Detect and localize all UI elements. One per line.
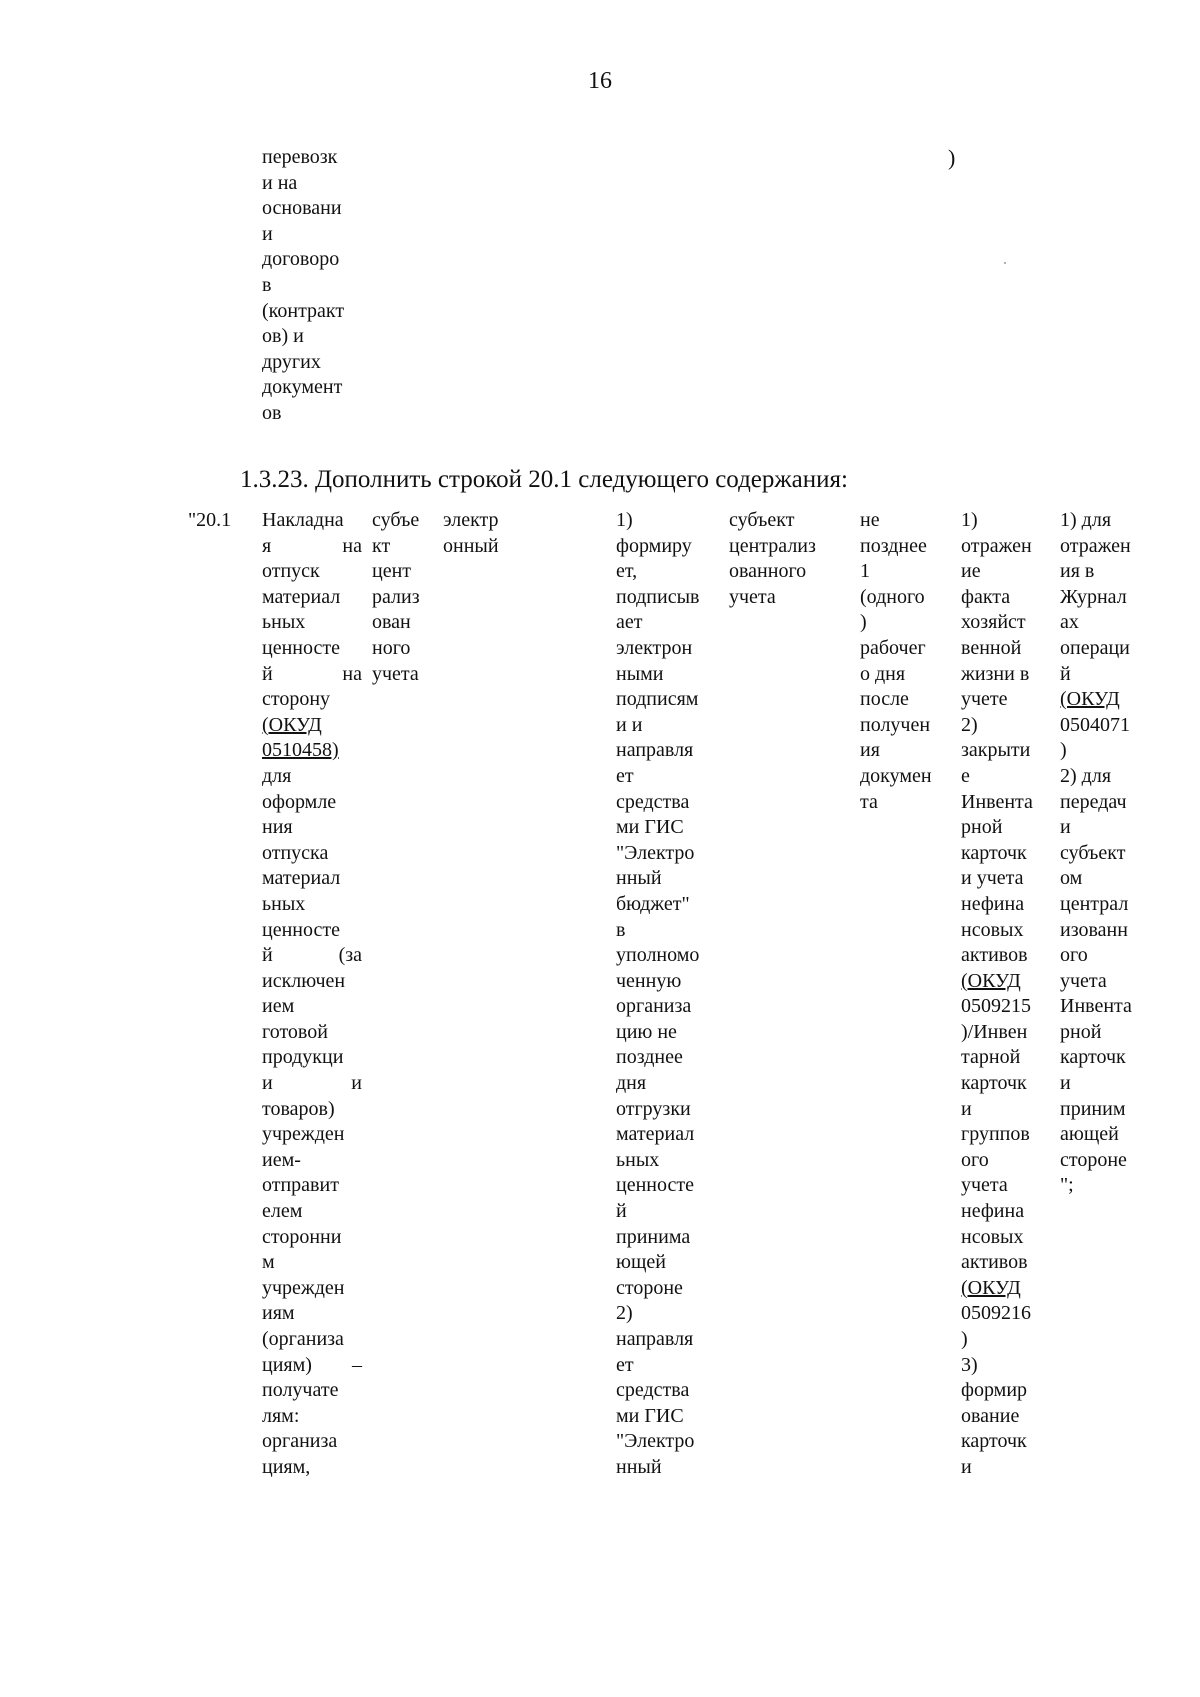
text-line: стороне bbox=[616, 1276, 683, 1299]
text-line: бюджет" bbox=[616, 892, 690, 915]
text-line: продукци bbox=[262, 1046, 344, 1069]
text-line: (контракт bbox=[262, 299, 345, 322]
text-line: материал bbox=[262, 867, 341, 890]
text-line: лям: bbox=[262, 1404, 300, 1427]
text-line: перевозк bbox=[262, 146, 338, 168]
text-line: 0510458) bbox=[262, 739, 339, 762]
text-line bbox=[262, 1071, 362, 1097]
text-line: Накладна bbox=[262, 509, 344, 531]
text-line: (организа bbox=[262, 1328, 344, 1350]
text-line: и и bbox=[616, 713, 643, 736]
text-line: и bbox=[961, 1097, 972, 1120]
text-line: й bbox=[616, 1200, 627, 1223]
text-line: ченную bbox=[616, 969, 682, 992]
text-line: й bbox=[1060, 662, 1071, 685]
text-line: нсовых bbox=[961, 918, 1024, 941]
text-line: отпуска bbox=[262, 841, 329, 864]
text-line: сторонни bbox=[262, 1225, 342, 1248]
text-line: (ОКУД bbox=[262, 713, 322, 736]
text-line: Журнал bbox=[1060, 585, 1127, 608]
text-line: 2) для bbox=[1060, 764, 1112, 787]
text-line: средства bbox=[616, 790, 690, 813]
text-line: ценносте bbox=[262, 918, 340, 941]
text-line: и bbox=[262, 222, 273, 245]
text-line bbox=[262, 534, 362, 560]
text-line: ием- bbox=[262, 1148, 301, 1171]
text-line: после bbox=[860, 688, 909, 711]
text-line: 1) bbox=[616, 509, 633, 531]
text-line: направля bbox=[616, 1328, 694, 1350]
text-line: 1 bbox=[860, 560, 870, 583]
text-line: учета bbox=[372, 662, 419, 685]
text-line: отгрузки bbox=[616, 1097, 691, 1120]
text-line: приним bbox=[1060, 1097, 1126, 1120]
text-line: ния bbox=[262, 816, 293, 839]
text-line: ет bbox=[616, 764, 634, 787]
text-line: материал bbox=[616, 1123, 695, 1146]
text-word: (за bbox=[338, 944, 362, 967]
text-line: учета bbox=[729, 585, 776, 608]
continuation-cell-document bbox=[262, 145, 344, 427]
text-line: "Электро bbox=[616, 1430, 695, 1453]
text-line: договоро bbox=[262, 248, 340, 271]
text-line: дня bbox=[616, 1072, 647, 1095]
text-line: сторону bbox=[262, 688, 331, 711]
text-line: ающей bbox=[1060, 1123, 1119, 1146]
text-line: организа bbox=[616, 995, 692, 1018]
row-number-cell bbox=[188, 508, 231, 534]
text-line: ющей bbox=[616, 1251, 666, 1274]
text-line: венной bbox=[961, 636, 1022, 659]
text-line: 1) для bbox=[1060, 509, 1112, 531]
text-line: и на bbox=[262, 171, 298, 194]
text-line: ценносте bbox=[616, 1174, 694, 1197]
text-line: нефина bbox=[961, 1200, 1025, 1223]
text-line: отражен bbox=[1060, 534, 1131, 557]
text-line: ия в bbox=[1060, 560, 1095, 583]
text-line: (ОКУД bbox=[961, 1276, 1021, 1299]
text-line: отправит bbox=[262, 1174, 339, 1197]
text-line: учрежден bbox=[262, 1276, 345, 1299]
scan-speck bbox=[1004, 262, 1006, 264]
text-line: ование bbox=[961, 1404, 1020, 1427]
row-number: "20.1 bbox=[188, 509, 232, 531]
text-line: группов bbox=[961, 1123, 1030, 1146]
text-line: ного bbox=[372, 636, 411, 659]
text-line: рной bbox=[1060, 1020, 1102, 1043]
text-word: – bbox=[352, 1353, 362, 1376]
text-line: ием bbox=[262, 995, 295, 1018]
text-line: "Электро bbox=[616, 841, 695, 864]
text-line: субъект bbox=[1060, 841, 1126, 864]
text-line: ми ГИС bbox=[616, 1404, 684, 1427]
text-line: Инвента bbox=[1060, 995, 1132, 1018]
text-line: (одного bbox=[860, 585, 925, 608]
text-line: в bbox=[616, 918, 626, 941]
text-line: уполномо bbox=[616, 944, 700, 967]
text-line: исключен bbox=[262, 969, 346, 992]
text-line: м bbox=[262, 1251, 275, 1274]
text-line: готовой bbox=[262, 1020, 328, 1043]
accounting-cell bbox=[961, 508, 1033, 1481]
text-line: ) bbox=[860, 611, 867, 634]
text-word: на bbox=[342, 662, 362, 685]
text-line: позднее bbox=[860, 534, 927, 557]
text-line: учрежден bbox=[262, 1123, 345, 1146]
text-line: подписям bbox=[616, 688, 699, 711]
text-line: и bbox=[961, 1455, 972, 1478]
text-line: цент bbox=[372, 560, 412, 583]
text-word: й bbox=[262, 662, 273, 685]
creator-cell bbox=[372, 508, 420, 687]
text-line: отражен bbox=[961, 534, 1032, 557]
text-line: для bbox=[262, 764, 292, 787]
text-line: формир bbox=[961, 1379, 1028, 1402]
text-line: активов bbox=[961, 944, 1028, 967]
recipient-cell bbox=[729, 508, 816, 610]
text-line: ом bbox=[1060, 867, 1083, 890]
text-line: ов) и bbox=[262, 325, 304, 348]
text-line: учета bbox=[961, 1174, 1008, 1197]
text-line: рализ bbox=[372, 585, 420, 608]
text-line: ми ГИС bbox=[616, 816, 684, 839]
text-word: и bbox=[351, 1072, 362, 1095]
text-word: на bbox=[342, 534, 362, 557]
text-line: хозяйст bbox=[961, 611, 1026, 634]
continuation-cell-paren bbox=[948, 145, 955, 171]
text-line: ) bbox=[948, 145, 956, 170]
text-line: субъект bbox=[729, 509, 795, 531]
text-line: ах bbox=[1060, 611, 1079, 634]
text-line: ован bbox=[372, 611, 411, 634]
text-line: подписыв bbox=[616, 585, 700, 608]
text-line: централ bbox=[1060, 892, 1129, 915]
text-line: учете bbox=[961, 688, 1008, 711]
text-line: 1) bbox=[961, 509, 978, 531]
text-line: ия bbox=[860, 739, 880, 762]
text-line: активов bbox=[961, 1251, 1028, 1274]
text-line: нный bbox=[616, 867, 662, 890]
text-line: тарной bbox=[961, 1046, 1021, 1069]
document-name-cell bbox=[262, 508, 362, 1481]
text-line: карточк bbox=[1060, 1046, 1126, 1069]
text-line: ьных bbox=[616, 1148, 660, 1171]
text-line bbox=[262, 662, 362, 688]
text-line bbox=[262, 1353, 362, 1379]
actions-cell bbox=[616, 508, 699, 1481]
text-line: основани bbox=[262, 197, 342, 220]
text-line: 0504071 bbox=[1060, 713, 1130, 736]
text-line: позднее bbox=[616, 1046, 683, 1069]
text-line: передач bbox=[1060, 790, 1127, 813]
text-line: ьных bbox=[262, 611, 306, 634]
text-line: формиру bbox=[616, 534, 692, 557]
text-line: ает bbox=[616, 611, 643, 634]
text-line: онный bbox=[443, 534, 499, 557]
text-line: ) bbox=[961, 1328, 968, 1350]
text-line: (ОКУД bbox=[1060, 688, 1120, 711]
text-line: е bbox=[961, 764, 970, 787]
text-line: субъе bbox=[372, 509, 420, 531]
text-line: карточк bbox=[961, 841, 1027, 864]
text-line: централиз bbox=[729, 534, 816, 557]
text-line: цию не bbox=[616, 1020, 677, 1043]
text-line: документ bbox=[262, 376, 343, 399]
text-line: получен bbox=[860, 713, 931, 736]
text-line: ценносте bbox=[262, 636, 340, 659]
text-line: циям, bbox=[262, 1455, 311, 1478]
text-line: Инвента bbox=[961, 790, 1033, 813]
text-line: 0509215 bbox=[961, 995, 1031, 1018]
text-line: не bbox=[860, 509, 880, 531]
text-line: операци bbox=[1060, 636, 1130, 659]
text-line: и bbox=[1060, 816, 1071, 839]
text-line: материал bbox=[262, 585, 341, 608]
text-line: принима bbox=[616, 1225, 691, 1248]
text-line: в bbox=[262, 273, 272, 296]
text-line: (ОКУД bbox=[961, 969, 1021, 992]
text-line: 0509216 bbox=[961, 1302, 1031, 1325]
text-line: закрыти bbox=[961, 739, 1031, 762]
text-line: рной bbox=[961, 816, 1003, 839]
text-line: карточк bbox=[961, 1072, 1027, 1095]
text-line: )/Инвен bbox=[961, 1020, 1028, 1043]
text-line: организа bbox=[262, 1430, 338, 1453]
text-line: иям bbox=[262, 1302, 295, 1325]
text-line: электрон bbox=[616, 636, 693, 659]
text-line: отпуск bbox=[262, 560, 320, 583]
purpose-cell bbox=[1060, 508, 1132, 1199]
text-line: ов bbox=[262, 401, 282, 424]
text-line: кт bbox=[372, 534, 391, 557]
text-line: та bbox=[860, 790, 878, 813]
form-cell bbox=[443, 508, 499, 559]
text-line: товаров) bbox=[262, 1097, 335, 1120]
text-line: 3) bbox=[961, 1353, 978, 1376]
text-line: 2) bbox=[961, 713, 978, 736]
text-line: елем bbox=[262, 1200, 303, 1223]
page-number: 16 bbox=[588, 68, 612, 94]
text-word: я bbox=[262, 534, 272, 557]
deadline-cell bbox=[860, 508, 932, 815]
text-line: оформле bbox=[262, 790, 337, 813]
section-heading: 1.3.23. Дополнить строкой 20.1 следующего содержания: bbox=[240, 466, 848, 493]
text-line: ) bbox=[1060, 739, 1067, 762]
text-line: нефина bbox=[961, 892, 1025, 915]
text-line: ьных bbox=[262, 892, 306, 915]
text-line: рабочег bbox=[860, 636, 926, 659]
text-line: ого bbox=[961, 1148, 989, 1171]
text-line: докумен bbox=[860, 764, 932, 787]
text-line: изованн bbox=[1060, 918, 1128, 941]
text-line: учета bbox=[1060, 969, 1107, 992]
text-line: факта bbox=[961, 585, 1011, 608]
text-line bbox=[262, 943, 362, 969]
text-line: других bbox=[262, 350, 321, 373]
text-line: нсовых bbox=[961, 1225, 1024, 1248]
text-line: жизни в bbox=[961, 662, 1030, 685]
text-word: й bbox=[262, 944, 273, 967]
text-line: "; bbox=[1060, 1174, 1074, 1197]
text-line: и учета bbox=[961, 867, 1024, 890]
text-line: ет bbox=[616, 1353, 634, 1376]
text-line: ованного bbox=[729, 560, 807, 583]
text-line: электр bbox=[443, 509, 499, 531]
text-line: средства bbox=[616, 1379, 690, 1402]
text-line: 2) bbox=[616, 1302, 633, 1325]
text-line: карточк bbox=[961, 1430, 1027, 1453]
text-word: циям) bbox=[262, 1353, 312, 1376]
text-line: ие bbox=[961, 560, 981, 583]
text-line: ого bbox=[1060, 944, 1088, 967]
text-word: и bbox=[262, 1072, 273, 1095]
text-line: и bbox=[1060, 1072, 1071, 1095]
text-line: направля bbox=[616, 739, 694, 762]
text-line: стороне bbox=[1060, 1148, 1127, 1171]
text-line: о дня bbox=[860, 662, 906, 685]
text-line: получате bbox=[262, 1379, 339, 1402]
text-line: ными bbox=[616, 662, 664, 685]
text-line: ет, bbox=[616, 560, 638, 583]
text-line: нный bbox=[616, 1455, 662, 1478]
